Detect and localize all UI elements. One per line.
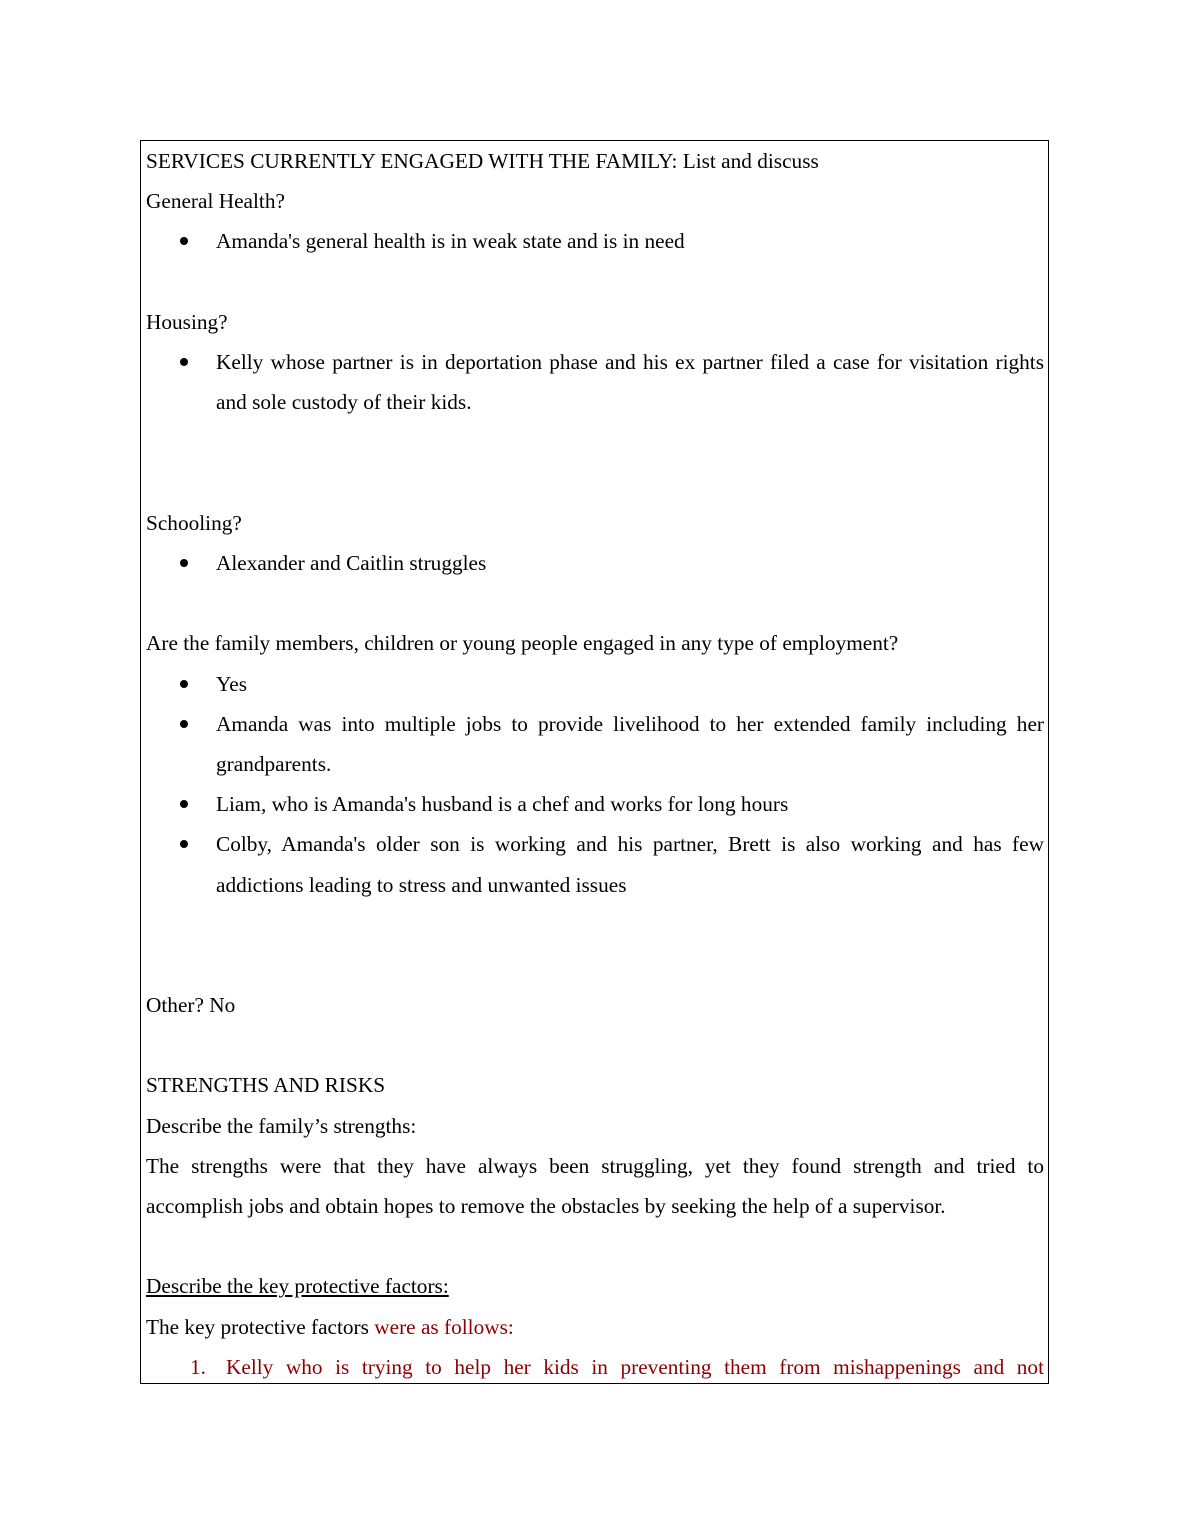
list-item: Liam, who is Amanda's husband is a chef and works for long hours [146,784,1044,824]
housing-question: Housing? [146,309,228,334]
numbered-list-item: 1. Kelly who is trying to help her kids in preventing them from mishappenings and not [146,1347,1044,1384]
spacer [146,1226,1044,1266]
bullet-icon [180,559,188,567]
cell-content [146,141,1044,1384]
list-item: Amanda was into multiple jobs to provide livelihood to her extended family including her grandparents. [146,704,1044,784]
bullet-icon [180,358,188,366]
spacer [146,583,1044,623]
bullet-icon [180,680,188,688]
protective-factors-intro: The key protective factors were as follows: [146,1314,514,1339]
list-number: 1. [190,1354,206,1379]
strengths-heading: STRENGTHS AND RISKS [146,1073,386,1098]
list-item: Yes [146,664,1044,704]
spacer [146,463,1044,503]
strengths-label: Describe the family’s strengths: [146,1113,417,1138]
other-answer: Other? No [146,993,236,1018]
bullet-icon [180,840,188,848]
general-health-question: General Health? [146,189,285,214]
spacer [146,422,1044,462]
spacer [146,262,1044,302]
spacer [146,905,1044,945]
list-item: Alexander and Caitlin struggles [146,543,1044,583]
services-heading: SERVICES CURRENTLY ENGAGED WITH THE FAMILY: List and discuss [146,149,819,173]
list-item: Amanda's general health is in weak state and is in need [146,221,1044,261]
schooling-question: Schooling? [146,510,242,535]
list-item: Colby, Amanda's older son is working and his partner, Brett is also working and has few addictions leading to stress and unwanted issues [146,824,1044,904]
bullet-icon [180,800,188,808]
spacer [146,1025,1044,1065]
bullet-icon [180,237,188,245]
strengths-text: The strengths were that they have always been struggling, yet they found strength and tried to accomplish jobs and obtain hopes to remove the obstacles by seeking the help of a supervisor. [146,1153,1044,1219]
bullet-icon [180,720,188,728]
list-item: Kelly whose partner is in deportation phase and his ex partner filed a case for visitation rights and sole custody of their kids. [146,342,1044,422]
employment-question: Are the family members, children or young people engaged in any type of employment? [146,631,899,656]
spacer [146,945,1044,985]
protective-factors-label: Describe the key protective factors: [146,1274,449,1299]
services-table-cell [140,140,1049,1384]
